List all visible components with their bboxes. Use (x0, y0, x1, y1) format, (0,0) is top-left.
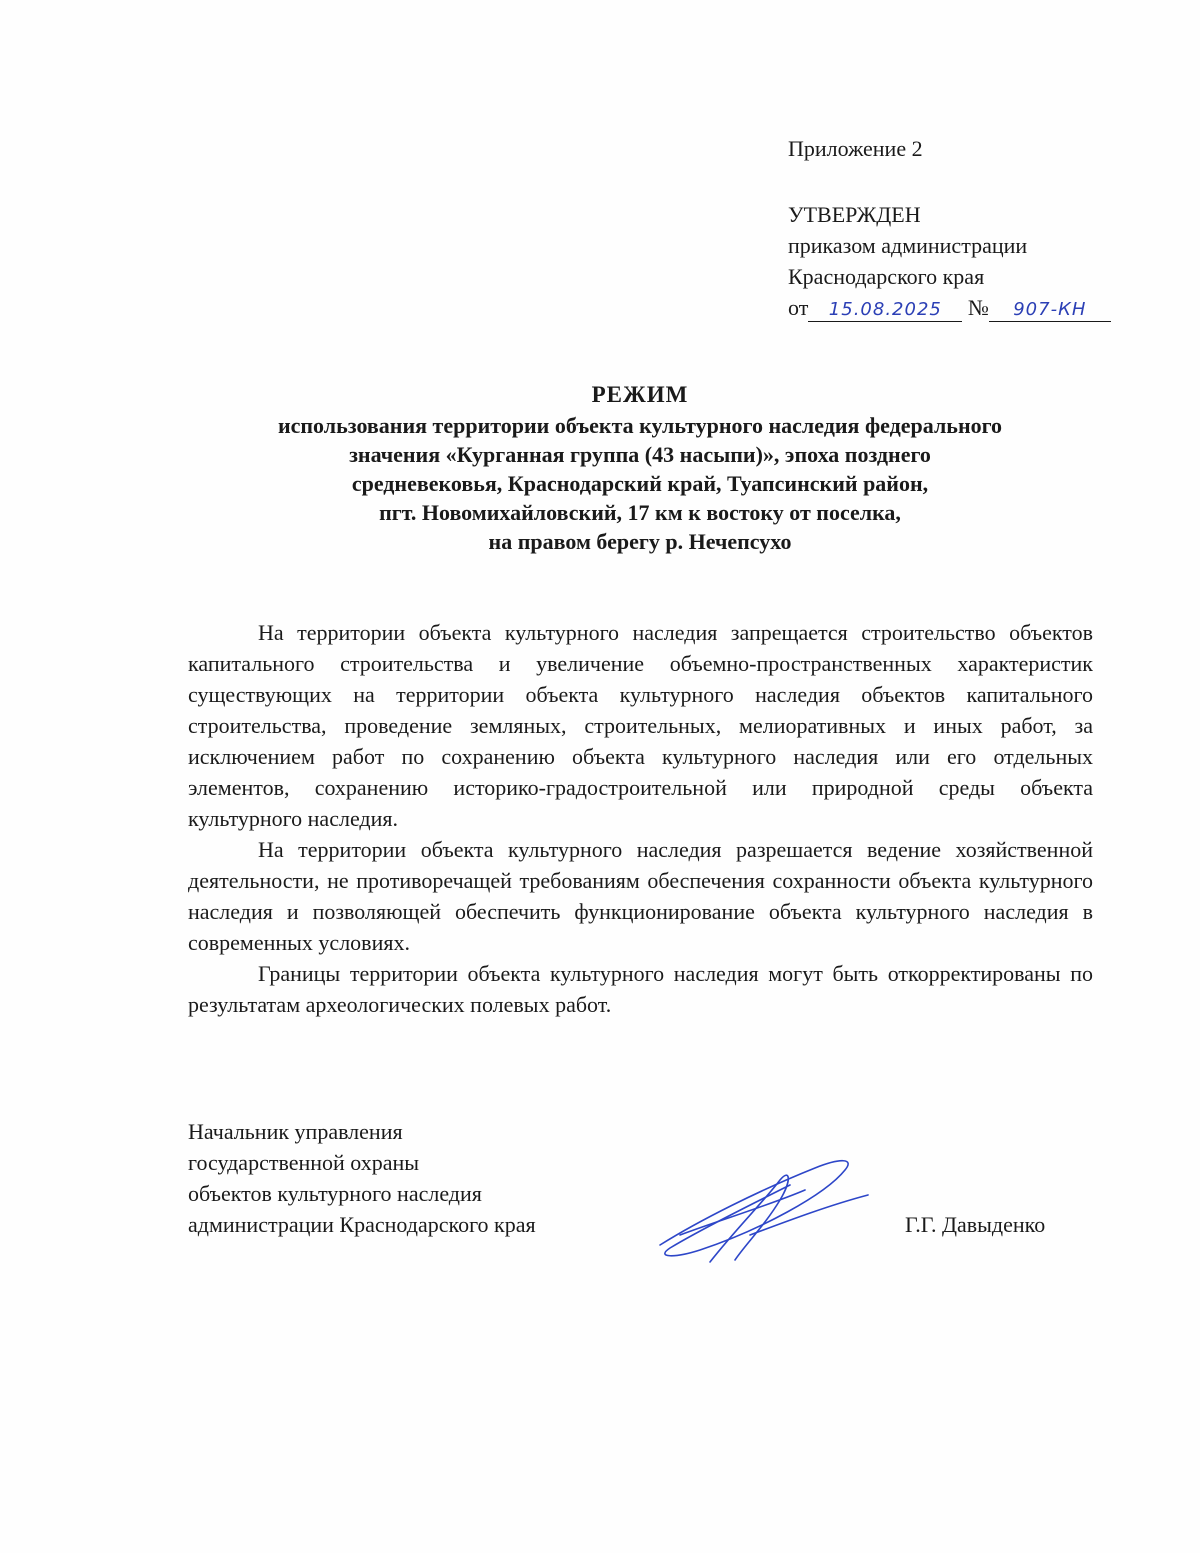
document-heading (180, 380, 1100, 556)
heading-line: значения «Курганная группа (43 насыпи)», эпоха позднего (349, 442, 931, 467)
handwritten-signature (640, 1150, 880, 1270)
date-prefix: от (788, 295, 809, 320)
approved-by-order: приказом администрации (788, 233, 1028, 258)
order-date-number-line (788, 292, 1168, 323)
number-prefix: № (967, 295, 989, 320)
signatory-position (188, 1116, 536, 1240)
document-body (188, 617, 1093, 1020)
heading-line: средневековья, Краснодарский край, Туапсинский район, (351, 471, 929, 496)
appendix-label: Приложение 2 (788, 136, 923, 161)
approval-stamp-block (788, 133, 1168, 323)
document-title: РЕЖИМ (591, 382, 689, 407)
paragraph-boundaries: Границы территории объекта культурного наследия могут быть откорректированы по результатам археологических полевых работ. (188, 961, 1093, 1017)
heading-line: на правом берегу р. Нечепсухо (488, 529, 792, 554)
heading-line: использования территории объекта культурного наследия федерального (277, 413, 1003, 438)
paragraph-prohibitions: На территории объекта культурного наследия запрещается строительство объектов капитального строительства и увеличение объемно-пространственных характеристик существующих на территории объекта культурного наследия объектов капитального строительства, проведение земляных, строительных, мелиоративных и иных работ, за исключением работ по сохранению объекта культурного наследия или его отдельных элементов, сохранению историко-градостроительной или природной среды объекта культурного наследия. (188, 620, 1093, 831)
approved-label: УТВЕРЖДЕН (788, 202, 921, 227)
signatory-position-line: администрации Краснодарского края (188, 1212, 536, 1237)
paragraph-permissions: На территории объекта культурного наследия разрешается ведение хозяйственной деятельности, не противоречащей требованиям обеспечения сохранности объекта культурного наследия и позволяющей обеспечить функционирование объекта культурного наследия в современных условиях. (188, 837, 1093, 955)
heading-line: пгт. Новомихайловский, 17 км к востоку от поселка, (379, 500, 901, 525)
signatory-position-line: Начальник управления (188, 1119, 403, 1144)
signatory-position-line: объектов культурного наследия (188, 1181, 482, 1206)
signatory-position-line: государственной охраны (188, 1150, 420, 1175)
approved-region: Краснодарского края (788, 264, 985, 289)
order-date-handwritten: 15.08.2025 (808, 299, 962, 322)
order-number-handwritten: 907-КН (989, 299, 1111, 322)
signatory-name: Г.Г. Давыденко (905, 1212, 1046, 1237)
